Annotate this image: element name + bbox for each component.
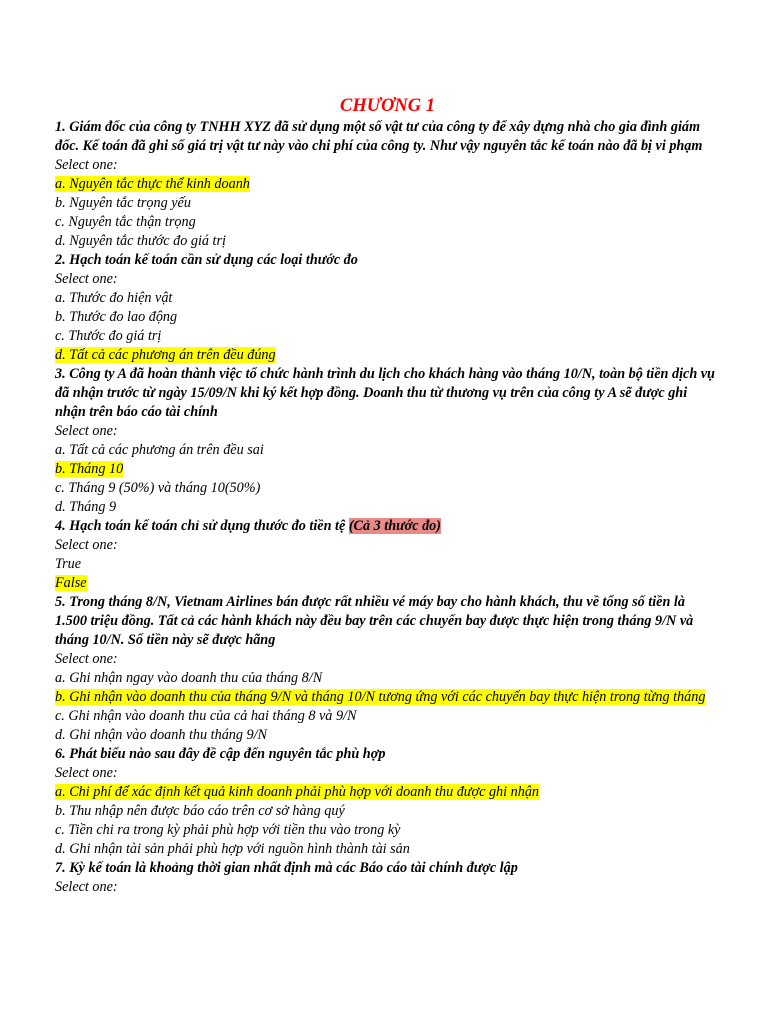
q5-option-c[interactable]: c. Ghi nhận vào doanh thu của cả hai tháng 8 và 9/N [55,708,357,724]
q3-option-d[interactable]: d. Tháng 9 [55,499,117,515]
question-4-body: 4. Hạch toán kế toán chỉ sử dụng thước đo tiền tệ [55,518,346,534]
question-4-note: (Cả 3 thước đo) [348,518,441,534]
q5-option-d[interactable]: d. Ghi nhận vào doanh thu tháng 9/N [55,727,268,743]
q6-option-a[interactable] [55,783,715,802]
select-one-label: Select one: [55,271,118,287]
answer-highlight: a. Chi phí để xác định kết quả kinh doanh phải phù hợp với doanh thu được ghi nhận [55,784,540,800]
q4-option-true[interactable]: True [55,556,82,572]
question-3-text: 3. Công ty A đã hoàn thành việc tổ chức hành trình du lịch cho khách hàng vào tháng 10/N, toàn bộ tiền dịch vụ đã nhận trước từ ngày 15/09/N khi ký kết hợp đồng. Doanh thu từ thương vụ trên của công ty A sẽ được ghi nhận trên báo cáo tài chính [55,366,715,420]
q2-option-d[interactable] [55,346,715,365]
q1-option-a[interactable] [55,175,715,194]
q6-option-b[interactable]: b. Thu nhập nên được báo cáo trên cơ sở hàng quý [55,803,345,819]
question-2-text: 2. Hạch toán kế toán cần sử dụng các loại thước đo [55,252,358,268]
question-1-text: 1. Giám đốc của công ty TNHH XYZ đã sử dụng một số vật tư của công ty để xây dựng nhà cho gia đình giám đốc. Kế toán đã ghi số giá trị vật tư này vào chi phí của công ty. Như vậy nguyên tắc kế toán nào đã bị vi phạm [55,119,703,154]
question-6-text: 6. Phát biểu nào sau đây đề cập đến nguyên tắc phù hợp [55,746,386,762]
question-5-text: 5. Trong tháng 8/N, Vietnam Airlines bán được rất nhiều vé máy bay cho hành khách, thu về tổng số tiền là 1.500 triệu đồng. Tất cả các hành khách này đều bay trên các chuyến bay được thực hiện trong tháng 9/N và tháng 10/N. Số tiền này sẽ được hãng [55,594,694,648]
q3-option-c[interactable]: c. Tháng 9 (50%) và tháng 10(50%) [55,480,261,496]
answer-highlight: False [55,575,87,591]
q1-option-b[interactable]: b. Nguyên tắc trọng yếu [55,195,191,211]
answer-highlight: a. Nguyên tắc thực thể kinh doanh [55,176,250,192]
q2-option-b[interactable]: b. Thước đo lao động [55,309,178,325]
select-one-label: Select one: [55,879,118,895]
q5-option-a[interactable]: a. Ghi nhận ngay vào doanh thu của tháng 8/N [55,670,323,686]
q3-option-a[interactable]: a. Tất cả các phương án trên đều sai [55,442,264,458]
q1-option-d[interactable]: d. Nguyên tắc thước đo giá trị [55,233,226,249]
select-one-label: Select one: [55,765,118,781]
q6-option-d[interactable]: d. Ghi nhận tài sản phải phù hợp với nguồn hình thành tài sản [55,841,410,857]
select-one-label: Select one: [55,537,118,553]
document-page [55,94,715,897]
q2-option-c[interactable]: c. Thước đo giá trị [55,328,162,344]
q1-option-c[interactable]: c. Nguyên tắc thận trọng [55,214,196,230]
answer-highlight: d. Tất cả các phương án trên đều đúng [55,347,276,363]
question-7-text: 7. Kỳ kế toán là khoảng thời gian nhất định mà các Báo cáo tài chính được lập [55,860,518,876]
q4-option-false[interactable] [55,574,715,593]
select-one-label: Select one: [55,651,118,667]
select-one-label: Select one: [55,423,118,439]
select-one-label: Select one: [55,157,118,173]
q6-option-c[interactable]: c. Tiền chi ra trong kỳ phải phù hợp với tiền thu vào trong kỳ [55,822,401,838]
answer-highlight: b. Tháng 10 [55,461,124,477]
chapter-title: CHƯƠNG 1 [339,96,436,116]
q5-option-b[interactable] [55,688,715,707]
q3-option-b[interactable] [55,460,715,479]
answer-highlight: b. Ghi nhận vào doanh thu của tháng 9/N và tháng 10/N tương ứng với các chuyến bay thực hiện trong từng tháng [55,689,706,705]
q2-option-a[interactable]: a. Thước đo hiện vật [55,290,173,306]
question-4-text [55,517,715,536]
